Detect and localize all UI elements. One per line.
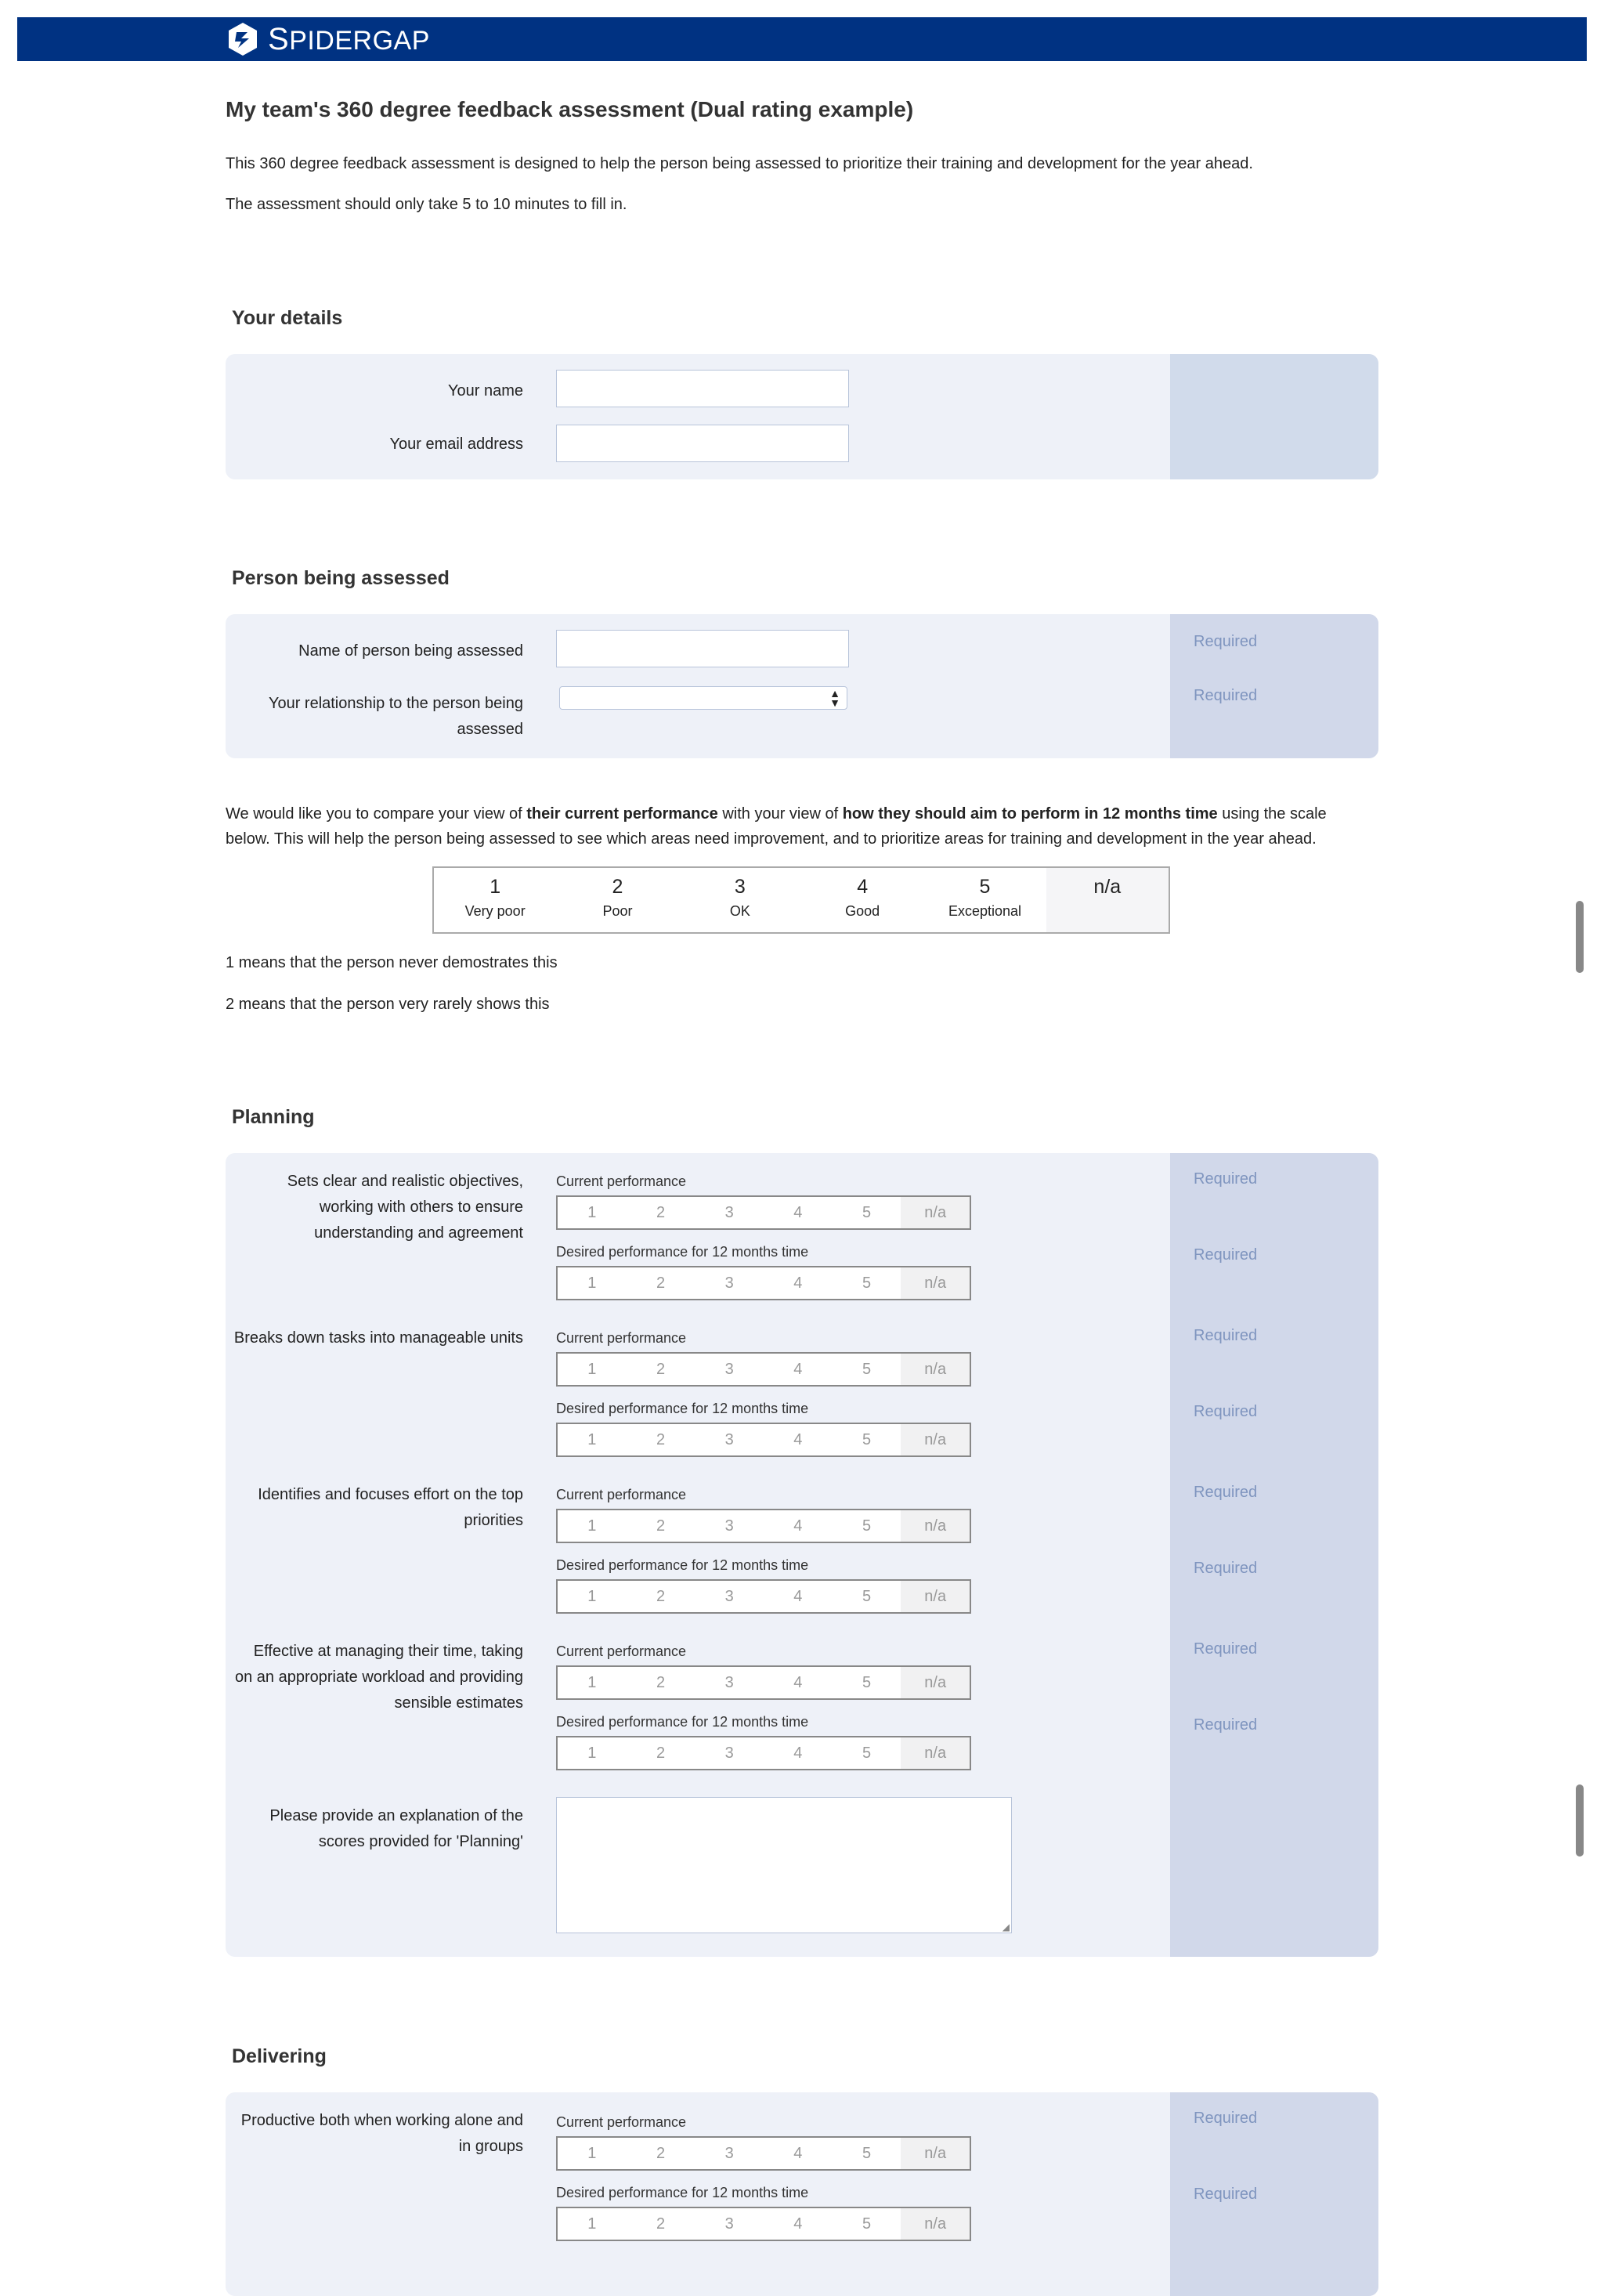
rating-option-5[interactable]: 5 <box>862 2145 872 2162</box>
assessed-name-label: Name of person being assessed <box>298 642 523 660</box>
required-text: Required <box>1194 2110 1258 2127</box>
current-performance-label: Current performance <box>556 1487 687 1502</box>
rating-option-na[interactable]: n/a <box>901 1424 970 1455</box>
rating-option-2[interactable]: 2 <box>656 2145 666 2162</box>
rating-option-5[interactable]: 5 <box>862 1517 872 1535</box>
person-panel <box>226 614 1378 758</box>
rating-option-3[interactable]: 3 <box>724 1275 734 1292</box>
rating-option-5[interactable]: 5 <box>862 1588 872 1605</box>
required-text: Required <box>1194 633 1258 650</box>
rating-option-4[interactable]: 4 <box>793 1204 803 1221</box>
question-label: Breaks down tasks into manageable units <box>233 1329 523 1347</box>
rating-option-2[interactable]: 2 <box>656 1204 666 1221</box>
required-text: Required <box>1194 1640 1258 1658</box>
desired-performance-label: Desired performance for 12 months time <box>556 1714 809 1730</box>
rating-option-na[interactable]: n/a <box>901 1667 970 1698</box>
delivering-panel <box>226 2092 1378 2296</box>
rating-option-3[interactable]: 3 <box>724 1745 734 1762</box>
rating-option-1[interactable]: 1 <box>587 1517 597 1535</box>
rating-option-1[interactable]: 1 <box>587 2145 597 2162</box>
rating-option-4[interactable]: 4 <box>793 1745 803 1762</box>
rating-option-2[interactable]: 2 <box>656 1361 666 1378</box>
current-performance-rating <box>556 1352 971 1387</box>
rating-option-3[interactable]: 3 <box>724 1361 734 1378</box>
your-details-panel <box>226 354 1378 479</box>
current-performance-rating <box>556 1665 971 1700</box>
question-label: Sets clear and realistic objectives, working with others to ensure understanding and agreement <box>287 1173 523 1242</box>
scale-cell: 5 Exceptional <box>948 876 1021 919</box>
instructions-text: We would like you to compare your view of their current performance with your view of how they should aim to perform in 12 months time using the scale below. This will help the person being assessed to see which areas need improvement, and to prioritize areas for training and development in the year ahead. <box>226 805 1327 848</box>
rating-option-na[interactable]: n/a <box>901 2208 970 2240</box>
section-heading-person-being-assessed: Person being assessed <box>232 567 450 589</box>
scale-cell: 4 Good <box>845 876 880 919</box>
section-heading-delivering: Delivering <box>232 2045 327 2067</box>
current-performance-rating <box>556 1509 971 1543</box>
desired-performance-rating <box>556 1579 971 1614</box>
question-label: Identifies and focuses effort on the top priorities <box>258 1486 523 1529</box>
planning-explanation-textarea[interactable] <box>556 1797 1012 1933</box>
required-text: Required <box>1194 1403 1258 1420</box>
rating-option-4[interactable]: 4 <box>793 1588 803 1605</box>
your-email-input[interactable] <box>556 425 849 462</box>
panel-side-column <box>1170 354 1378 479</box>
rating-option-1[interactable]: 1 <box>587 1674 597 1691</box>
section-heading-planning: Planning <box>232 1106 315 1128</box>
rating-option-1[interactable]: 1 <box>587 1275 597 1292</box>
current-performance-label: Current performance <box>556 1173 687 1189</box>
rating-option-3[interactable]: 3 <box>724 1204 734 1221</box>
spidergap-logo[interactable] <box>226 20 430 58</box>
desired-performance-rating <box>556 1266 971 1300</box>
explanation-label: Please provide an explanation of the scores provided for 'Planning' <box>269 1807 523 1850</box>
rating-option-3[interactable]: 3 <box>724 1588 734 1605</box>
rating-option-5[interactable]: 5 <box>862 1204 872 1221</box>
required-text: Required <box>1194 1484 1258 1501</box>
rating-option-4[interactable]: 4 <box>793 1517 803 1535</box>
rating-option-4[interactable]: 4 <box>793 2145 803 2162</box>
top-bar <box>17 17 1587 61</box>
rating-scale-legend <box>432 866 1170 934</box>
rating-option-2[interactable]: 2 <box>656 1517 666 1535</box>
required-text: Required <box>1194 1170 1258 1188</box>
your-name-label: Your name <box>448 382 523 400</box>
required-text: Required <box>1194 1246 1258 1264</box>
desired-performance-label: Desired performance for 12 months time <box>556 1401 809 1416</box>
required-text: Required <box>1194 1560 1258 1577</box>
rating-option-1[interactable]: 1 <box>587 2215 597 2233</box>
spidergap-logo-icon <box>226 21 260 57</box>
desired-performance-label: Desired performance for 12 months time <box>556 1557 809 1573</box>
rating-option-3[interactable]: 3 <box>724 1517 734 1535</box>
logo-text: SPIDERGAP <box>268 21 430 56</box>
rating-option-4[interactable]: 4 <box>793 1674 803 1691</box>
rating-option-5[interactable]: 5 <box>862 1275 872 1292</box>
required-text: Required <box>1194 1327 1258 1344</box>
desired-performance-rating <box>556 1423 971 1457</box>
rating-option-5[interactable]: 5 <box>862 1431 872 1448</box>
rating-option-na[interactable]: n/a <box>901 1581 970 1612</box>
current-performance-label: Current performance <box>556 1330 687 1346</box>
rating-option-na[interactable]: n/a <box>901 1197 970 1228</box>
rating-option-na[interactable]: n/a <box>901 1354 970 1385</box>
scale-note: 1 means that the person never demostrates this <box>226 954 558 971</box>
rating-option-2[interactable]: 2 <box>656 2215 666 2233</box>
question-label: Productive both when working alone and in groups <box>240 2112 523 2155</box>
rating-option-3[interactable]: 3 <box>724 2215 734 2233</box>
resize-grip-icon[interactable]: ◢ <box>1002 1922 1010 1933</box>
scale-cell: 2 Poor <box>602 876 633 919</box>
planning-panel <box>226 1153 1378 1957</box>
rating-option-2[interactable]: 2 <box>656 1275 666 1292</box>
rating-option-1[interactable]: 1 <box>587 1361 597 1378</box>
rating-option-4[interactable]: 4 <box>793 1361 803 1378</box>
rating-option-4[interactable]: 4 <box>793 2215 803 2233</box>
desired-performance-label: Desired performance for 12 months time <box>556 1244 809 1260</box>
scale-cell: 3 OK <box>729 876 750 919</box>
current-performance-label: Current performance <box>556 2114 687 2130</box>
your-email-label: Your email address <box>389 436 523 453</box>
rating-option-2[interactable]: 2 <box>656 1431 666 1448</box>
rating-option-1[interactable]: 1 <box>587 1745 597 1762</box>
rating-option-5[interactable]: 5 <box>862 1361 872 1378</box>
your-name-input[interactable] <box>556 370 849 407</box>
relationship-label: Your relationship to the person being assessed <box>268 695 523 738</box>
rating-option-3[interactable]: 3 <box>724 1674 734 1691</box>
rating-option-na[interactable]: n/a <box>901 1267 970 1299</box>
required-text: Required <box>1194 2186 1258 2203</box>
desired-performance-rating <box>556 2207 971 2241</box>
rating-option-1[interactable]: 1 <box>587 1204 597 1221</box>
rating-option-2[interactable]: 2 <box>656 1674 666 1691</box>
rating-option-3[interactable]: 3 <box>724 2145 734 2162</box>
panel-side-column <box>1170 1153 1378 1957</box>
rating-option-1[interactable]: 1 <box>587 1588 597 1605</box>
rating-option-5[interactable]: 5 <box>862 2215 872 2233</box>
relationship-select[interactable] <box>559 686 847 710</box>
rating-option-4[interactable]: 4 <box>793 1431 803 1448</box>
rating-option-na[interactable]: n/a <box>901 1737 970 1769</box>
desired-performance-rating <box>556 1736 971 1770</box>
current-performance-rating <box>556 1195 971 1230</box>
select-arrows-icon: ▲ ▼ <box>829 687 840 709</box>
current-performance-rating <box>556 2136 971 2171</box>
scale-cell: 1 Very poor <box>464 876 526 919</box>
current-performance-label: Current performance <box>556 1643 687 1659</box>
rating-option-1[interactable]: 1 <box>587 1431 597 1448</box>
scrollbar-thumb[interactable] <box>1576 901 1584 973</box>
rating-option-5[interactable]: 5 <box>862 1674 872 1691</box>
intro-text: This 360 degree feedback assessment is designed to help the person being assessed to prioritize their training and development for the year ahead. <box>226 155 1253 172</box>
scale-note: 2 means that the person very rarely shows this <box>226 996 550 1013</box>
section-heading-your-details: Your details <box>232 307 343 329</box>
required-text: Required <box>1194 687 1258 704</box>
required-text: Required <box>1194 1716 1258 1734</box>
duration-text: The assessment should only take 5 to 10 minutes to fill in. <box>226 196 627 213</box>
rating-option-na[interactable]: n/a <box>901 1510 970 1542</box>
rating-option-na[interactable]: n/a <box>901 2138 970 2169</box>
rating-option-2[interactable]: 2 <box>656 1588 666 1605</box>
rating-option-4[interactable]: 4 <box>793 1275 803 1292</box>
assessed-name-input[interactable] <box>556 630 849 667</box>
rating-option-3[interactable]: 3 <box>724 1431 734 1448</box>
question-label: Effective at managing their time, taking on an appropriate workload and providing sensible estimates <box>234 1643 523 1712</box>
scrollbar-thumb[interactable] <box>1576 1784 1584 1857</box>
page-title: My team's 360 degree feedback assessment (Dual rating example) <box>226 97 914 121</box>
scale-cell-na: n/a <box>1046 868 1169 932</box>
rating-option-2[interactable]: 2 <box>656 1745 666 1762</box>
rating-option-5[interactable]: 5 <box>862 1745 872 1762</box>
desired-performance-label: Desired performance for 12 months time <box>556 2185 809 2200</box>
